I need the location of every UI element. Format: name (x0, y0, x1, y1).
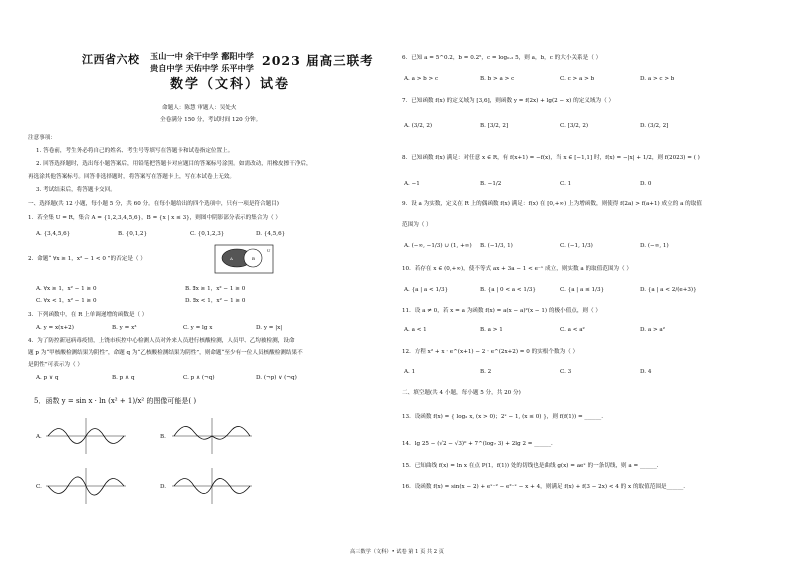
q9-line: 9．设 a 为实数，定义在 R 上的偶函数 f(x) 满足：f(x) 在 [0,+∞) 上为增函数，则使得 f(2a) > f(a+1) 成立的 a 的取值 (402, 201, 702, 207)
q1-option[interactable]: C. {0,1,2,3} (190, 231, 225, 237)
q13-stem: 13．设函数 f(x) = { log₂ x, (x > 0)；2ˣ − 1, (x ≤ 0) }，则 f(f(1)) = ______. (402, 414, 603, 420)
q11-option[interactable]: A. a < 1 (404, 327, 427, 333)
q12-option[interactable]: B. 2 (480, 369, 492, 375)
q12-option[interactable]: D. 4 (640, 369, 652, 375)
q11-option[interactable]: B. a > 1 (480, 327, 503, 333)
schools-row2: 贵自中学 天佑中学 乐平中学 (150, 63, 254, 73)
subject-title: 数学（文科）试卷 (170, 77, 291, 92)
q4-option[interactable]: A. p ∨ q (36, 375, 59, 381)
q4-line: 是阴性”可表示为（ ） (28, 362, 83, 368)
q11-option[interactable]: C. a < a² (560, 327, 585, 333)
venn-label-u: U (267, 248, 271, 253)
q12-option[interactable]: A. 1 (404, 369, 416, 375)
q5-graph-d[interactable] (172, 468, 252, 504)
q5-graph-c[interactable] (46, 468, 126, 504)
q2-option[interactable]: C. ∀x < 1，x² − 1 ≥ 0 (36, 298, 97, 304)
q3-option[interactable]: A. y = x(x+2) (36, 325, 74, 331)
q9-option[interactable]: A. (−∞, −1/3) ∪ (1, +∞) (404, 243, 472, 249)
schools-row1: 玉山一中 余干中学 鄱阳中学 (150, 51, 254, 61)
venn-diagram (215, 245, 275, 275)
q5-option-label[interactable]: D. (160, 484, 167, 490)
q6-option[interactable]: B. b > a > c (480, 76, 515, 82)
note-item: 再选涂其他答案标号。回答非选择题时，将答案写在答题卡上，写在本试卷上无效。 (28, 174, 235, 180)
q10-option[interactable]: A. {a | a < 1/3} (404, 287, 449, 293)
q8-stem: 8．已知函数 f(x) 满足：对任意 x ∈ R，有 f(x+1) = −f(x)，当 x ∈ [−1,1] 时，f(x) = −|x| + 1/2，则 f(2023) = ( ) (402, 155, 700, 161)
q7-option[interactable]: B. [3/2, 2] (480, 123, 509, 129)
page-footer: 高三数学（文科）• 试卷 第 1 页 共 2 页 (350, 549, 444, 555)
q11-stem: 11．设 a ≠ 0，若 x = a 为函数 f(x) = a(x − a)²(x − 1) 的极小值点，则（ ） (402, 308, 601, 314)
q9-option[interactable]: B. (−1/3, 1) (480, 243, 513, 249)
q6-option[interactable]: D. a > c > b (640, 76, 675, 82)
notes-title: 注意事项： (28, 135, 56, 141)
venn-label-a: A (230, 256, 233, 261)
q10-option[interactable]: C. {a | a ≤ 1/3} (560, 287, 605, 293)
q8-option[interactable]: C. 1 (560, 181, 572, 187)
q4-line: 题 p 为“甲核酸检测结果为阴性”，命题 q 为“乙核酸检测结果为阴性”，则命题“至少有一位人员核酸检测结果不 (28, 350, 303, 356)
q9-option[interactable]: D. (−∞, 1) (640, 243, 669, 249)
q2-option[interactable]: D. ∃x < 1，x² − 1 ≥ 0 (185, 298, 246, 304)
q10-option[interactable]: B. {a | 0 < a < 1/3} (480, 287, 536, 293)
q10-option[interactable]: D. {a | a < 2/(e+3)} (640, 287, 697, 293)
q4-option[interactable]: C. p ∧ (¬q) (183, 375, 215, 381)
q10-stem: 10．若存在 x ∈ (0,+∞)，使不等式 ax + 3a − 1 < e⁻ˣ 成立，则实数 a 的取值范围为（ ） (402, 266, 632, 272)
q2-stem: 2．命题“ ∀x ≥ 1，x² − 1 < 0 ”的否定是（ ） (28, 256, 146, 262)
q14-stem: 14．lg 25 − (√2 − √3)⁰ + 7^(log₇ 3) + 2lg 2 = ______. (402, 441, 553, 447)
q7-option[interactable]: D. (3/2, 2] (640, 123, 669, 129)
section1-heading: 一、选择题(共 12 小题，每小题 5 分，共 60 分。在每小题给出的四个选项中，只有一项是符合题目) (28, 201, 279, 207)
q1-stem: 1．若全集 U = R，集合 A = {1,2,3,4,5,6}，B = {x | x ≤ 3}，则图中阴影部分表示的集合为（ ） (28, 215, 281, 221)
q3-option[interactable]: B. y = x³ (112, 325, 137, 331)
q4-line: 4．为了防控新冠病毒疫情，上饶市疾控中心检测人员对外来人员进行核酸检测，人员甲、乙均被检测，设命 (28, 338, 295, 344)
q6-option[interactable]: A. a > b > c (404, 76, 439, 82)
authors-line: 命题人：陈慧 审题人：吴处火 (162, 105, 237, 111)
q7-stem: 7．已知函数 f(x) 的定义域为 [3,6]，则函数 y = f(2x) + lg(2 − x) 的定义域为（ ） (402, 98, 615, 104)
q6-option[interactable]: C. c > a > b (560, 76, 595, 82)
q5-option-label[interactable]: A. (36, 434, 42, 440)
q8-option[interactable]: D. 0 (640, 181, 652, 187)
note-item: 2. 回答选择题时，选出每小题答案后，用铅笔把答题卡对应题目的答案标号涂黑。如需改动，用橡皮擦干净后， (36, 161, 312, 167)
note-item: 1. 答卷前，考生务必将自己的姓名、考生号等填写在答题卡和试卷指定位置上。 (36, 148, 234, 154)
q2-option[interactable]: A. ∀x ≥ 1，x² − 1 ≥ 0 (36, 286, 97, 292)
q8-option[interactable]: A. −1 (404, 181, 420, 187)
q5-graph-b[interactable] (172, 418, 252, 454)
q4-option[interactable]: D. (¬p) ∨ (¬q) (256, 375, 297, 381)
q1-option[interactable]: D. {4,5,6} (256, 231, 286, 237)
q7-option[interactable]: C. [3/2, 2) (560, 123, 589, 129)
q3-option[interactable]: C. y = lg x (183, 325, 213, 331)
q5-stem: 5．函数 y = sin x · ln (x² + 1)/x² 的图像可能是( ) (34, 397, 197, 405)
q5-graph-a[interactable] (46, 418, 126, 454)
q11-option[interactable]: D. a > a² (640, 327, 665, 333)
q9-line: 范围为（ ） (402, 222, 432, 228)
q1-option[interactable]: A. {3,4,5,6} (36, 231, 71, 237)
q1-option[interactable]: B. {0,1,2} (118, 231, 148, 237)
q12-stem: 12．方程 x² + x · e^(x+1) − 2 · e^(2x+2) = 0 的实根个数为（ ） (402, 349, 579, 355)
q3-stem: 3．下列函数中，在 R 上单调递增的函数是（ ） (28, 312, 148, 318)
q5-option-label[interactable]: C. (36, 484, 42, 490)
q7-option[interactable]: A. (3/2, 2) (404, 123, 433, 129)
q16-stem: 16．设函数 f(x) = sin(x − 2) + eˣ⁻² − e²⁻ˣ − x + 4，则满足 f(x) + f(3 − 2x) < 4 的 x 的取值范围是______. (402, 484, 686, 490)
venn-label-b: B (252, 256, 255, 261)
q4-option[interactable]: B. p ∧ q (112, 375, 135, 381)
section2-heading: 二、填空题(共 4 小题，每小题 5 分，共 20 分) (402, 390, 521, 396)
q2-option[interactable]: B. ∃x ≥ 1，x² − 1 ≥ 0 (185, 286, 246, 292)
q12-option[interactable]: C. 3 (560, 369, 572, 375)
exam-meta: 全卷满分 150 分，考试时间 120 分钟。 (160, 117, 262, 123)
province-title: 江西省六校 (82, 53, 140, 66)
q3-option[interactable]: D. y = |x| (256, 325, 283, 331)
note-item: 3. 考试结束后，将答题卡交回。 (36, 187, 116, 193)
q8-option[interactable]: B. −1/2 (480, 181, 502, 187)
q6-stem: 6．已知 a = 5^0.2，b = 0.2⁵，c = log₀.₂ 5，则 a，b，c 的大小关系是（ ） (402, 55, 602, 61)
q15-stem: 15．已知曲线 f(x) = ln x 在点 P(1，f(1)) 处的切线也是曲线 g(x) = aeˣ 的一条切线，则 a = ______. (402, 463, 659, 469)
exam-title: 2023 届高三联考 (262, 53, 374, 68)
q5-option-label[interactable]: B. (160, 434, 166, 440)
q9-option[interactable]: C. (−1, 1/3) (560, 243, 593, 249)
